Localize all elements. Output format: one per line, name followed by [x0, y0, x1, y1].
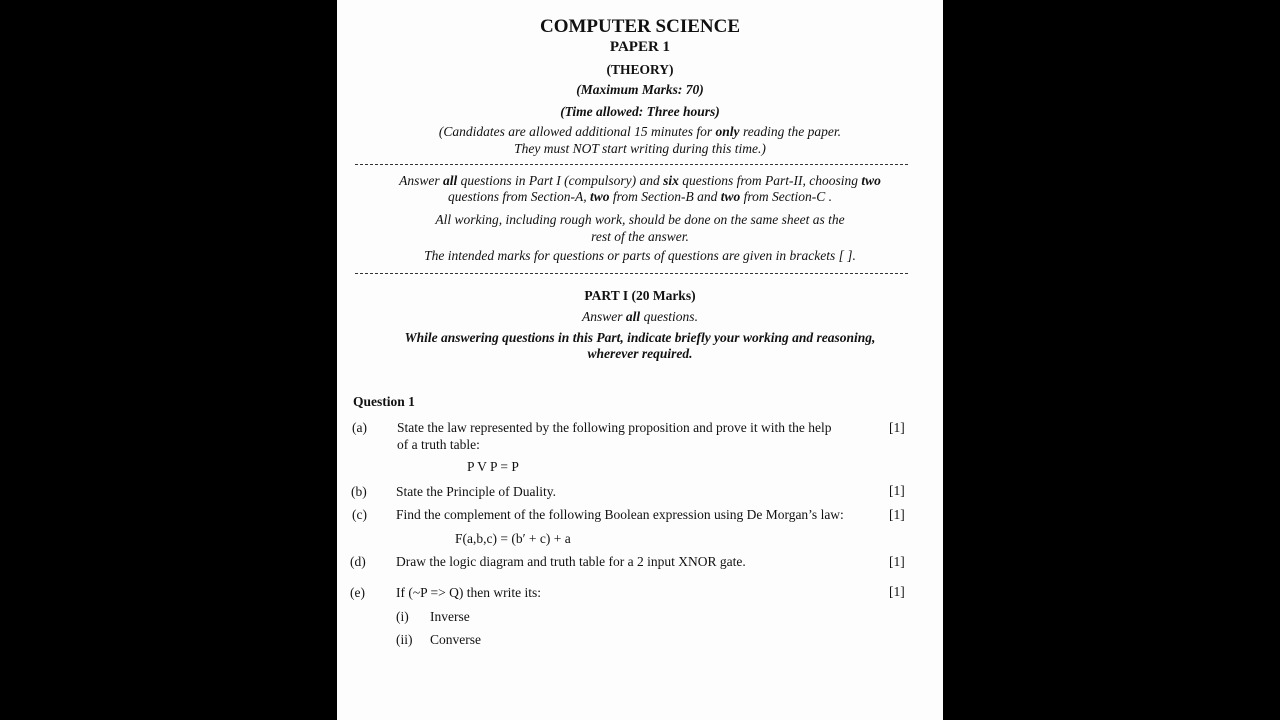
question-text: State the law represented by the following proposition and prove it with the help [397, 420, 832, 435]
instruction-line-5: The intended marks for questions or parts of questions are given in brackets [ ]. [424, 248, 856, 263]
reading-note-1 [337, 124, 943, 140]
instruction-line-1 [337, 173, 943, 189]
text: two [861, 173, 881, 188]
text: all [442, 173, 458, 188]
divider [355, 164, 908, 165]
text: questions. [640, 309, 698, 324]
part-label: (c) [352, 507, 367, 522]
expression: P V P = P [467, 459, 519, 474]
part-label: (a) [352, 420, 367, 435]
sub-label: (i) [396, 609, 409, 624]
sub-text: Inverse [430, 609, 470, 624]
sub-label: (ii) [396, 632, 413, 647]
part1-note-2: wherever required. [587, 346, 693, 361]
marks: [1] [889, 420, 905, 435]
part1-title: PART I (20 Marks) [584, 288, 696, 303]
text: two [720, 189, 741, 204]
question-text: of a truth table: [397, 437, 480, 452]
paper-number: PAPER 1 [609, 39, 671, 55]
question-title: Question 1 [353, 394, 415, 409]
text: questions from Part-II, choosing [678, 173, 862, 188]
text: only [715, 124, 740, 139]
question-text: Draw the logic diagram and truth table for a 2 input XNOR gate. [396, 554, 746, 569]
question-text: Find the complement of the following Boolean expression using De Morgan’s law: [396, 507, 844, 522]
paper-type: (THEORY) [606, 62, 674, 77]
text: two [589, 189, 610, 204]
text: all [625, 309, 641, 324]
question-text: State the Principle of Duality. [396, 484, 556, 499]
marks: [1] [889, 507, 905, 522]
text: Answer [399, 173, 443, 188]
divider [355, 273, 908, 274]
part-label: (b) [351, 484, 367, 499]
part-label: (e) [350, 585, 365, 600]
max-marks: (Maximum Marks: 70) [576, 82, 704, 97]
text: questions in Part I (compulsory) and [457, 173, 664, 188]
exam-page [337, 0, 943, 720]
subject-title: COMPUTER SCIENCE [539, 16, 741, 37]
text: reading the paper. [739, 124, 842, 139]
time-allowed: (Time allowed: Three hours) [560, 104, 720, 119]
part1-note-1: While answering questions in this Part, indicate briefly your working and reasoning, [404, 330, 876, 345]
text: questions from Section-A, [448, 189, 590, 204]
part1-answer-all [337, 309, 943, 325]
instruction-line-2 [337, 189, 943, 205]
instruction-line-4: rest of the answer. [591, 229, 689, 244]
marks: [1] [889, 584, 905, 599]
text: (Candidates are allowed additional 15 minutes for [438, 124, 716, 139]
marks: [1] [889, 554, 905, 569]
part-label: (d) [350, 554, 366, 569]
text: from Section-C . [740, 189, 832, 204]
instruction-line-3: All working, including rough work, should be done on the same sheet as the [435, 212, 845, 227]
text: six [663, 173, 679, 188]
sub-text: Converse [430, 632, 481, 647]
question-text: If (~P => Q) then write its: [396, 585, 542, 600]
text: Answer [582, 309, 626, 324]
reading-note-2: They must NOT start writing during this time.) [514, 141, 766, 156]
expression: F(a,b,c) = (b′ + c) + a [455, 531, 571, 546]
text: from Section-B and [609, 189, 721, 204]
marks: [1] [889, 483, 905, 498]
